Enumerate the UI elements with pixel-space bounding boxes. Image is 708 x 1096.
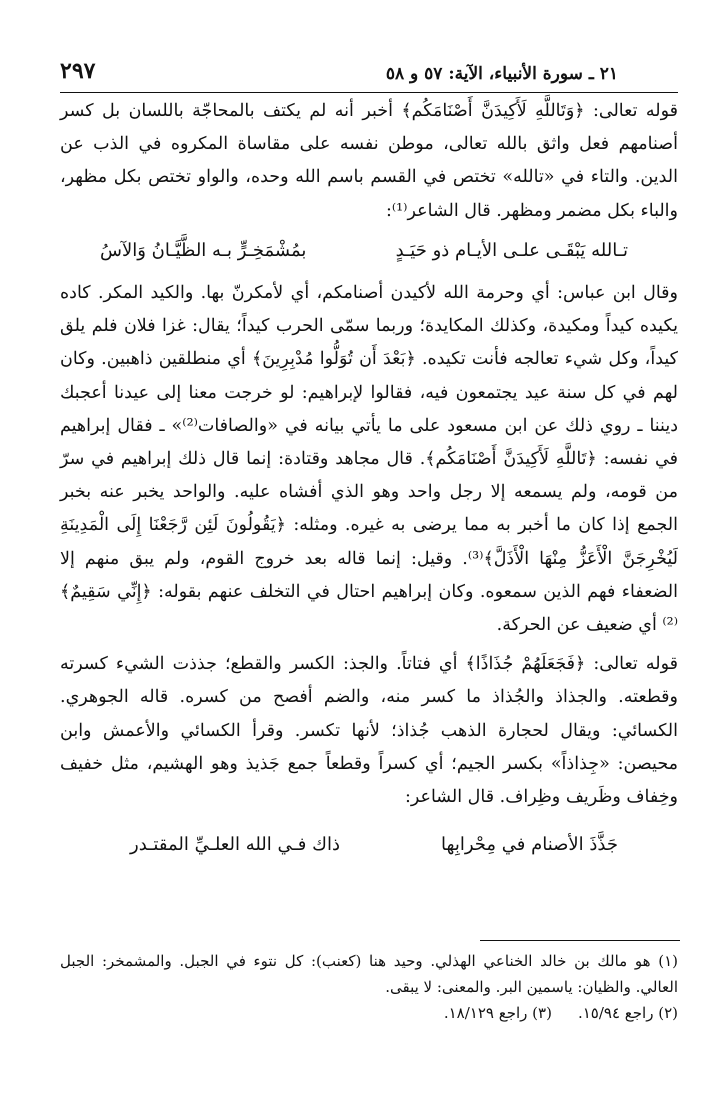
paragraph: قوله تعالى: ﴿وَتَاللَّهِ لَأَكِيدَنَّ أَصْنَامَكُم﴾ أخبر أنه لم يكتف بالمحاجّة باللسان بل كسر أصنامهم فعل واثق بالله تعالى، موطن نفسه على مقاساة المكروه في الذب عن الدين. والتاء في «تالله» تختص في القسم باسم الله وحده، والواو تختص بكل مظهر، والباء بكل مضمر ومظهر. قال الشاعر⁽¹⁾: <box>60 101 678 221</box>
footnote: (٢) راجع ١٥/٩٤. <box>577 1004 678 1022</box>
footnotes <box>60 948 678 1026</box>
verse-second-hemistich: ذاك فـي الله العلـيِّ المقتـدر <box>130 834 340 856</box>
verse-first-hemistich: تـالله يَبْقَـى علـى الأيـام ذو حَيَـدٍ <box>395 239 628 261</box>
page-header <box>60 52 678 93</box>
footnote: (٣) راجع ١٨/١٢٩. <box>443 1004 552 1022</box>
verse-second-hemistich: بمُشْمَخِـرٍّ بـه الظَّيَّـانُ وَالآسُ <box>100 239 307 261</box>
poem-verse <box>60 828 678 861</box>
page-number: ٢٩٧ <box>60 58 96 84</box>
main-text <box>60 95 678 871</box>
running-title: ٢١ ـ سورة الأنبياء، الآية: ٥٧ و ٥٨ <box>385 64 618 84</box>
footnote: (١) هو مالك بن خالد الخناعي الهذلي. وحيد هنا (كعنب): كل نتوء في الجبل. والمشمخر: الجبل العالي. والظيان: ياسمين البر. والمعنى: لا يبقى. <box>60 952 678 996</box>
verse-first-hemistich: جَذَّذَ الأصنام في مِحْرابِها <box>441 834 618 856</box>
footnote-divider <box>480 940 680 941</box>
poem-verse <box>60 234 678 267</box>
paragraph: قوله تعالى: ﴿فَجَعَلَهُمْ جُذَاذًا﴾ أي فتاتاً. والجذ: الكسر والقطع؛ جذذت الشيء كسرته وقطعته. والجذاذ والجُذاذ ما كسر منه، والضم أفصح من كسره. قاله الجوهري. الكسائي: ويقال لحجارة الذهب جُذاذ؛ لأنها تكسر. وقرأ الكسائي والأعمش وابن محيصن: «جِذاذاً» بكسر الجيم؛ أي كسراً وقطعاً جمع جَذيذ وهو الهشيم، مثل خفيف وخِفاف وظَريف وظِراف. قال الشاعر: <box>60 654 678 808</box>
paragraph: وقال ابن عباس: أي وحرمة الله لأكيدن أصنامكم، أي لأمكرنّ بها. والكيد المكر. كاده يكيده كيداً ومكيدة، وكذلك المكايدة؛ وربما سمّى الحرب كيداً؛ يقال: غزا فلان فلم يلق كيداً، وكل شيء تعالجه فأنت تكيده. ﴿بَعْدَ أَن تُوَلُّوا مُدْبِرِينَ﴾ أي منطلقين ذاهبين. وكان لهم في كل سنة عيد يجتمعون فيه، فقالوا لإبراهيم: لو خرجت معنا إلى عيدنا أعجبك ديننا ـ روي ذلك عن ابن مسعود على ما يأتي بيانه في «والصافات⁽²⁾» ـ فقال إبراهيم في نفسه: ﴿تَاللَّهِ لَأَكِيدَنَّ أَصْنَامَكُم﴾. قال مجاهد وقتادة: إنما قال ذلك إبراهيم في سرّ من قومه، ولم يسمعه إلا رجل واحد وهو الذي أفشاه عليه. والواحد يخبر عنه بخبر الجمع إذا كان ما أخبر به مما يرضى به غيره. ومثله: ﴿يَقُولُونَ لَئِن رَّجَعْنَا إِلَى الْمَدِينَةِ لَيُخْرِجَنَّ الْأَعَزُّ مِنْهَا الْأَذَلَّ﴾⁽³⁾. وقيل: إنما قاله بعد خروج القوم، ولم يبق منهم إلا الضعفاء فهم الذين سمعوه. وكان إبراهيم احتال في التخلف عنهم بقوله: ﴿إِنِّي سَقِيمٌ﴾⁽²⁾ أي ضعيف عن الحركة. <box>60 283 678 636</box>
